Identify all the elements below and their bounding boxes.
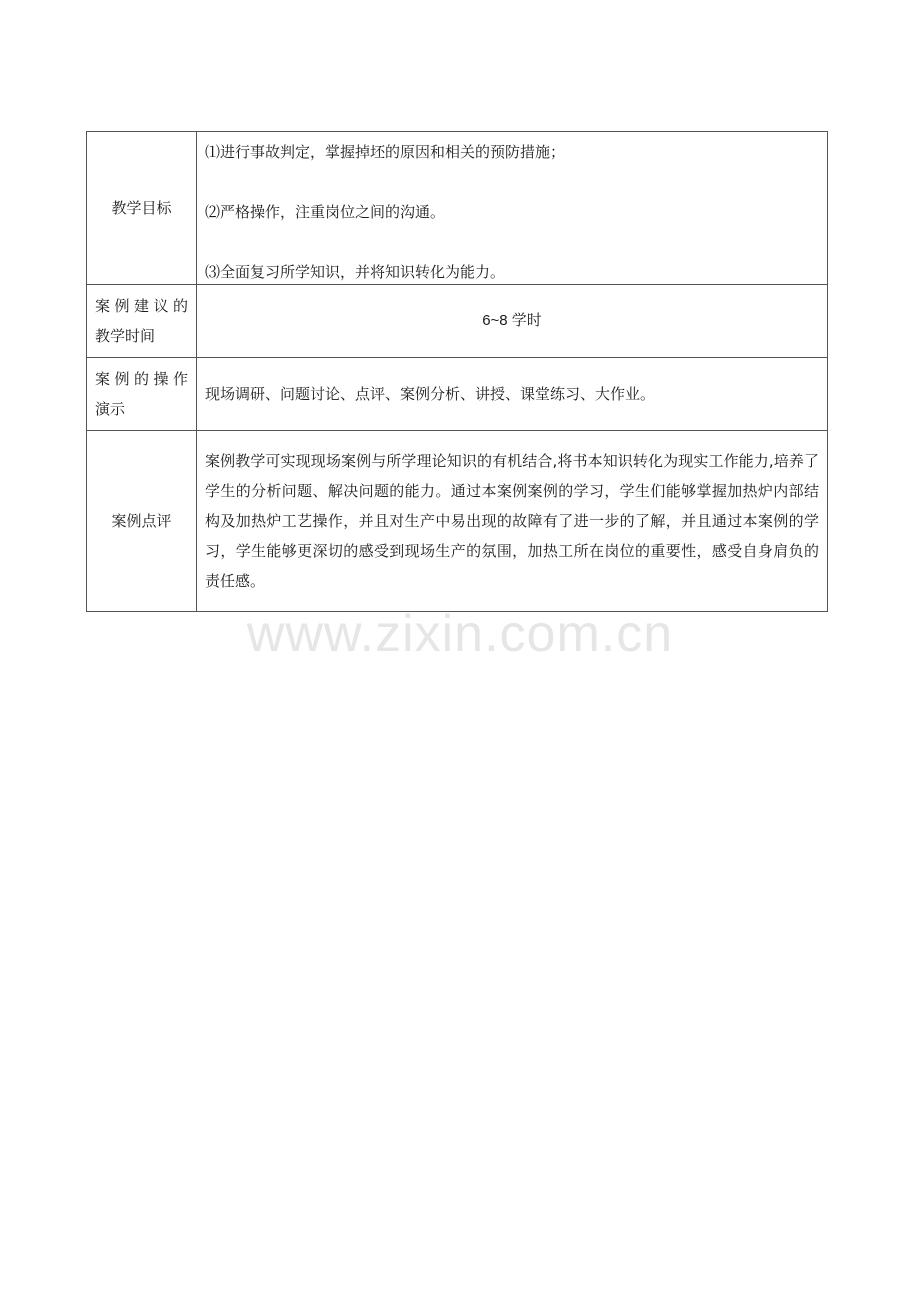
- goal-item-2: ⑵严格操作，注重岗位之间的沟通。: [205, 203, 446, 221]
- teaching-case-table: [86, 131, 828, 612]
- goal-item-1: ⑴进行事故判定，掌握掉坯的原因和相关的预防措施；: [205, 143, 566, 161]
- operation-demo-value: 现场调研、问题讨论、点评、案例分析、讲授、课堂练习、大作业。: [197, 358, 828, 431]
- table-row-teaching-goals: [87, 132, 828, 285]
- label-suggested-time-line1: 案例建议的: [95, 297, 188, 315]
- suggested-time-value: 6~8 学时: [197, 285, 828, 358]
- label-operation-demo-line1: 案例的操作: [95, 370, 188, 388]
- label-suggested-time-line2: 教学时间: [95, 327, 156, 345]
- label-teaching-goals: 教学目标: [87, 132, 197, 285]
- case-review-text: 案例教学可实现现场案例与所学理论知识的有机结合,将书本知识转化为现实工作能力,培养了学生的分析问题、解决问题的能力。通过本案例案例的学习，学生们能够掌握加热炉内部结构及加热炉工艺操作，并且对生产中易出现的故障有了进一步的了解，并且通过本案例的学习，学生能够更深切的感受到现场生产的氛围，加热工所在岗位的重要性，感受自身肩负的责任感。: [197, 431, 828, 612]
- label-suggested-time: [87, 285, 197, 358]
- label-case-review: 案例点评: [87, 431, 197, 612]
- label-operation-demo: [87, 358, 197, 431]
- table-row-operation-demo: [87, 358, 828, 431]
- label-operation-demo-line2: 演示: [95, 400, 126, 418]
- watermark: www.zixin.com.cn: [246, 605, 674, 663]
- table-row-case-review: [87, 431, 828, 612]
- table-row-suggested-time: [87, 285, 828, 358]
- teaching-goals-content: [197, 132, 828, 285]
- goal-item-3: ⑶全面复习所学知识，并将知识转化为能力。: [205, 263, 506, 281]
